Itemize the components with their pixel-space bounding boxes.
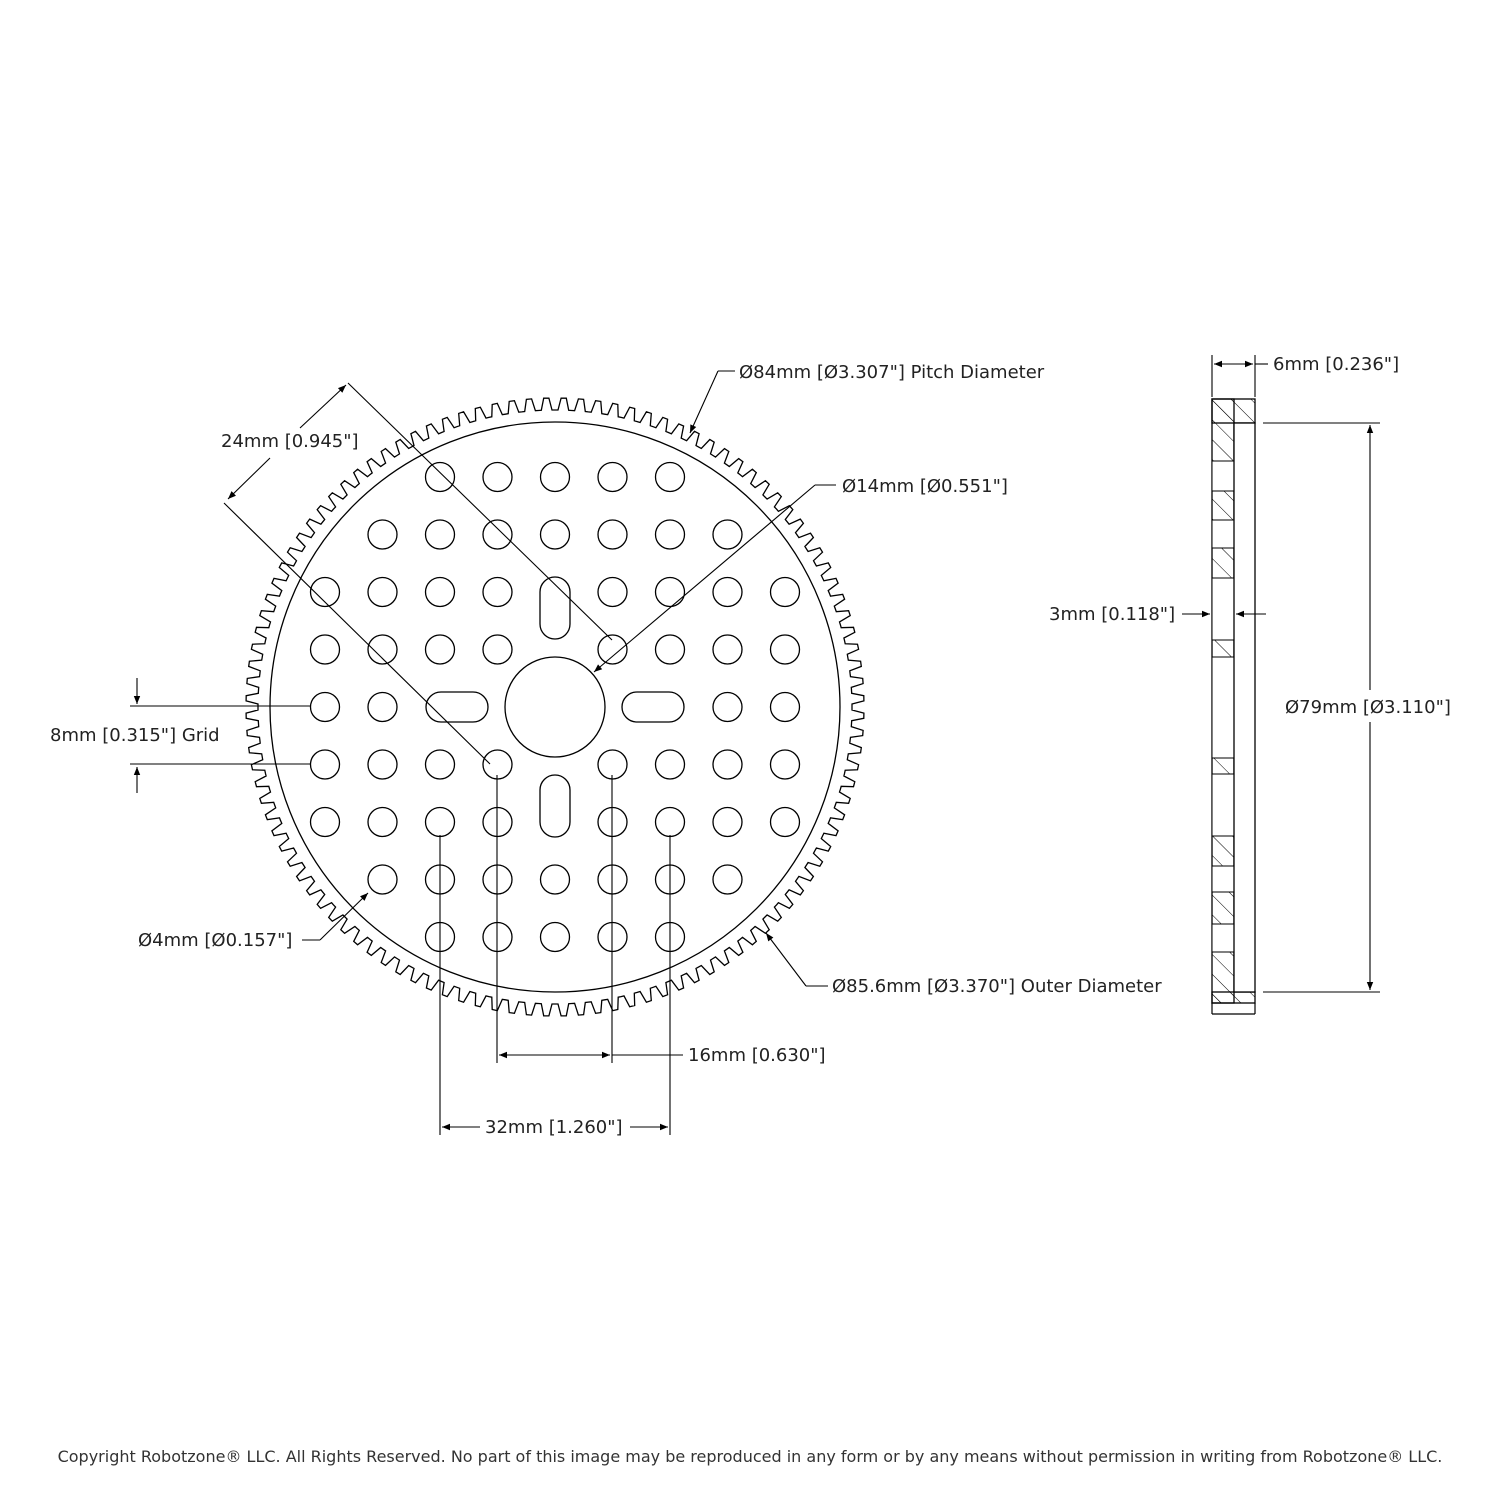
mounting-hole bbox=[483, 750, 512, 779]
gear-front-view bbox=[246, 398, 864, 1016]
spacing-16-label: 16mm [0.630"] bbox=[688, 1045, 826, 1066]
mounting-hole bbox=[541, 463, 570, 492]
mounting-hole bbox=[368, 578, 397, 607]
mounting-hole bbox=[426, 808, 455, 837]
center-hub-hole bbox=[505, 657, 605, 757]
mounting-hole bbox=[311, 808, 340, 837]
side-bottom-flange bbox=[1212, 992, 1255, 1003]
dim-line-24-a bbox=[300, 385, 346, 428]
mounting-hole bbox=[426, 635, 455, 664]
mounting-hole bbox=[713, 693, 742, 722]
mounting-hole bbox=[483, 463, 512, 492]
mounting-hole bbox=[713, 578, 742, 607]
mounting-hole bbox=[771, 635, 800, 664]
mounting-hole bbox=[713, 750, 742, 779]
outer-diameter-arrow bbox=[766, 933, 806, 986]
mounting-hole bbox=[311, 635, 340, 664]
pitch-diameter-arrow bbox=[690, 371, 718, 433]
step-label: 3mm [0.118"] bbox=[1049, 604, 1176, 625]
mounting-hole bbox=[656, 750, 685, 779]
grid-label: 8mm [0.315"] Grid bbox=[50, 725, 220, 746]
mounting-hole bbox=[311, 750, 340, 779]
mounting-hole bbox=[541, 520, 570, 549]
side-top-flange bbox=[1212, 399, 1255, 423]
mounting-hole bbox=[426, 520, 455, 549]
mounting-hole bbox=[426, 463, 455, 492]
hole-grid bbox=[311, 463, 800, 952]
dimension-lines-front bbox=[130, 371, 836, 1135]
mounting-hole bbox=[598, 463, 627, 492]
slot-spacing-label: 24mm [0.945"] bbox=[221, 431, 359, 452]
mounting-hole bbox=[541, 865, 570, 894]
mounting-hole bbox=[713, 808, 742, 837]
ext-line-24-a bbox=[348, 383, 612, 640]
mounting-hole bbox=[656, 463, 685, 492]
mounting-hole bbox=[426, 578, 455, 607]
side-web bbox=[1234, 423, 1255, 992]
gear-root-circle bbox=[270, 422, 840, 992]
mounting-hole bbox=[656, 635, 685, 664]
mounting-hole bbox=[368, 693, 397, 722]
hole-diameter-label: Ø4mm [Ø0.157"] bbox=[138, 930, 293, 951]
mounting-hole bbox=[656, 578, 685, 607]
mounting-hole bbox=[426, 750, 455, 779]
slot-top bbox=[540, 577, 570, 639]
gear-teeth-outline bbox=[246, 398, 864, 1016]
mounting-hole bbox=[713, 865, 742, 894]
spacing-32-label: 32mm [1.260"] bbox=[485, 1117, 623, 1138]
slot-bottom bbox=[540, 775, 570, 837]
mounting-hole bbox=[771, 750, 800, 779]
mounting-hole bbox=[713, 635, 742, 664]
mounting-hole bbox=[368, 635, 397, 664]
ext-line-24-b bbox=[224, 503, 490, 764]
thickness-label: 6mm [0.236"] bbox=[1273, 354, 1400, 375]
dim-line-24-b bbox=[228, 458, 270, 499]
mounting-hole bbox=[771, 578, 800, 607]
mounting-hole bbox=[311, 693, 340, 722]
slot-right bbox=[622, 692, 684, 722]
mounting-hole bbox=[598, 578, 627, 607]
mounting-hole bbox=[771, 693, 800, 722]
mounting-hole bbox=[598, 635, 627, 664]
pitch-diameter-label: Ø84mm [Ø3.307"] Pitch Diameter bbox=[739, 362, 1045, 383]
mounting-hole bbox=[598, 520, 627, 549]
mounting-hole bbox=[713, 520, 742, 549]
outer-diameter-label: Ø85.6mm [Ø3.370"] Outer Diameter bbox=[832, 976, 1162, 997]
mounting-hole bbox=[368, 520, 397, 549]
side-hole-gaps bbox=[1212, 461, 1234, 952]
mounting-hole bbox=[368, 750, 397, 779]
mounting-hole bbox=[368, 865, 397, 894]
mounting-hole bbox=[656, 520, 685, 549]
mounting-hole bbox=[483, 520, 512, 549]
copyright-notice: Copyright Robotzone® LLC. All Rights Reserved. No part of this image may be reproduced in any form or by any means without permission in writing from Robotzone® LLC. bbox=[57, 1447, 1443, 1466]
mounting-hole bbox=[541, 923, 570, 952]
mounting-hole bbox=[483, 635, 512, 664]
mounting-hole bbox=[598, 750, 627, 779]
gear-side-view bbox=[1212, 399, 1255, 1014]
mounting-hole bbox=[368, 808, 397, 837]
inner-diameter-label: Ø79mm [Ø3.110"] bbox=[1285, 697, 1451, 718]
mounting-hole bbox=[771, 808, 800, 837]
slot-left bbox=[426, 692, 488, 722]
mounting-hole bbox=[483, 578, 512, 607]
hub-diameter-label: Ø14mm [Ø0.551"] bbox=[842, 476, 1008, 497]
mounting-hole bbox=[656, 808, 685, 837]
